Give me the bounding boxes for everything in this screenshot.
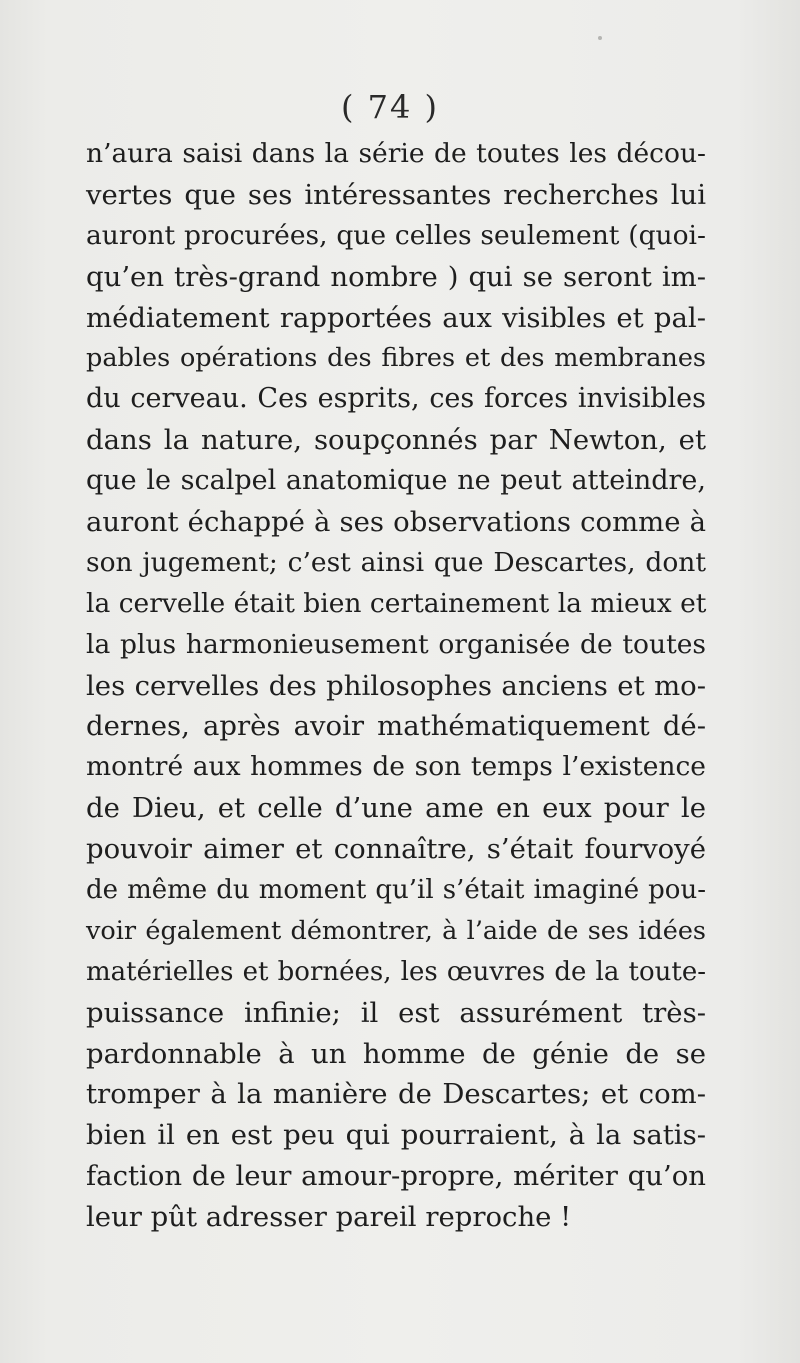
text-line: pardonnable à un homme de génie de se — [86, 1037, 706, 1070]
text-line: médiatement rapportées aux visibles et pal- — [86, 301, 706, 334]
text-line: tromper à la manière de Descartes; et com- — [86, 1078, 706, 1111]
text-line: montré aux hommes de son temps l’existence — [86, 751, 706, 783]
paper-speck — [598, 36, 602, 40]
text-line: que le scalpel anatomique ne peut atteindre, — [86, 465, 706, 497]
text-line: de Dieu, et celle d’une ame en eux pour le — [86, 792, 706, 825]
text-line: de même du moment qu’il s’était imaginé pou- — [86, 875, 706, 906]
text-line: la cervelle était bien certainement la mieux et — [86, 587, 707, 619]
text-line: matérielles et bornées, les œuvres de la toute- — [86, 956, 706, 987]
text-line: voir également démontrer, à l’aide de ses idées — [86, 915, 706, 946]
text-line: du cerveau. Ces esprits, ces forces invisibles — [86, 383, 706, 415]
text-line: leur pût adresser pareil reproche ! — [86, 1201, 572, 1234]
text-line: vertes que ses intéressantes recherches lui — [86, 178, 706, 211]
text-line: dans la nature, soupçonnés par Newton, et — [86, 424, 706, 457]
text-line: auront échappé à ses observations comme à — [86, 506, 706, 539]
text-line: puissance infinie; il est assurément très- — [86, 996, 706, 1029]
text-line: bien il en est peu qui pourraient, à la satis- — [86, 1119, 706, 1152]
page-number: ( 74 ) — [340, 88, 440, 126]
text-line: pouvoir aimer et connaître, s’était fourvoyé — [86, 833, 706, 866]
text-line: n’aura saisi dans la série de toutes les décou- — [86, 138, 706, 169]
text-line: pables opérations des fibres et des membranes — [86, 343, 706, 374]
text-line: son jugement; c’est ainsi que Descartes, dont — [86, 546, 706, 578]
text-line: la plus harmonieusement organisée de toutes — [86, 628, 706, 660]
text-line: qu’en très-grand nombre ) qui se seront im- — [86, 260, 706, 293]
text-line: dernes, après avoir mathématiquement dé- — [86, 710, 706, 743]
text-line: auront procurées, que celles seulement (quoi- — [86, 219, 706, 251]
body-text — [86, 134, 706, 1238]
text-line: faction de leur amour-propre, mériter qu’on — [86, 1160, 706, 1193]
text-line: les cervelles des philosophes anciens et mo- — [86, 669, 706, 702]
